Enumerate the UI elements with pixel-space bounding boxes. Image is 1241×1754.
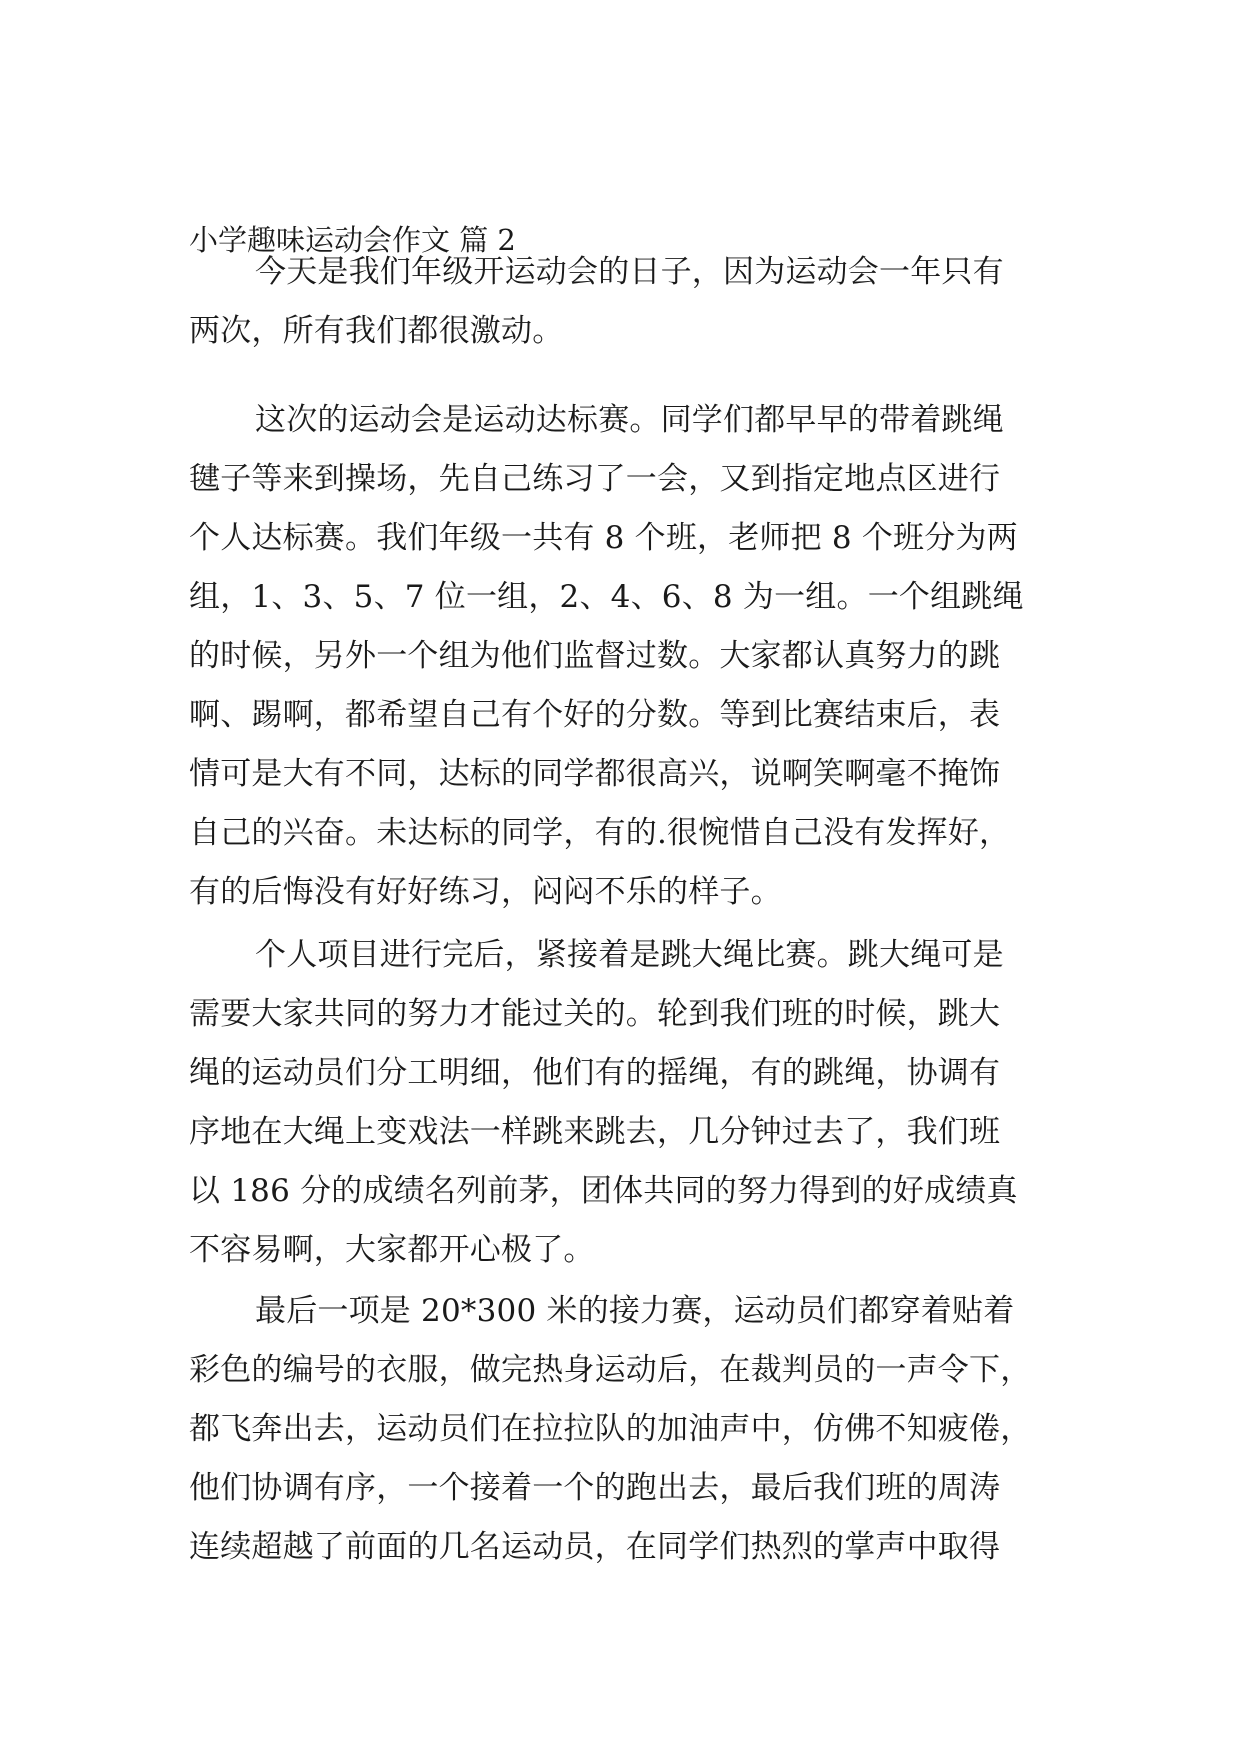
paragraph-2-line-3: 个人达标赛。我们年级一共有 8 个班，老师把 8 个班分为两 [189,520,1018,556]
paragraph-2-line-5: 的时候，另外一个组为他们监督过数。大家都认真努力的跳 [189,638,1001,674]
paragraph-2-line-6: 啊、踢啊，都希望自己有个好的分数。等到比赛结束后，表 [189,697,1001,733]
paragraph-1-line-2: 两次，所有我们都很激动。 [189,313,564,349]
paragraph-4-line-1: 最后一项是 20*300 米的接力赛，运动员们都穿着贴着 [255,1293,1015,1329]
paragraph-3-line-3: 绳的运动员们分工明细，他们有的摇绳，有的跳绳，协调有 [189,1055,1001,1091]
paragraph-2-line-2: 毽子等来到操场，先自己练习了一会，又到指定地点区进行 [189,461,1001,497]
paragraph-2-line-8: 自己的兴奋。未达标的同学，有的.很惋惜自己没有发挥好， [189,815,1011,851]
paragraph-3-line-6: 不容易啊，大家都开心极了。 [189,1232,595,1268]
paragraph-1-line-1: 今天是我们年级开运动会的日子，因为运动会一年只有 [255,254,1004,290]
paragraph-2-line-4: 组，1、3、5、7 位一组，2、4、6、8 为一组。一个组跳绳 [189,579,1024,615]
paragraph-4-line-4: 他们协调有序，一个接着一个的跑出去，最后我们班的周涛 [189,1470,1001,1506]
paragraph-2-line-7: 情可是大有不同，达标的同学都很高兴，说啊笑啊毫不掩饰 [189,756,1001,792]
paragraph-4-line-3: 都飞奔出去，运动员们在拉拉队的加油声中，仿佛不知疲倦， [189,1411,1032,1447]
paragraph-3-line-1: 个人项目进行完后，紧接着是跳大绳比赛。跳大绳可是 [255,937,1004,973]
paragraph-2-line-1: 这次的运动会是运动达标赛。同学们都早早的带着跳绳 [255,402,1004,438]
paragraph-4-line-5: 连续超越了前面的几名运动员，在同学们热烈的掌声中取得 [189,1529,1001,1565]
document-title: 小学趣味运动会作文 篇 2 [189,223,516,257]
paragraph-2-line-9: 有的后悔没有好好练习，闷闷不乐的样子。 [189,874,782,910]
paragraph-3-line-2: 需要大家共同的努力才能过关的。轮到我们班的时候，跳大 [189,996,1001,1032]
paragraph-3-line-4: 序地在大绳上变戏法一样跳来跳去，几分钟过去了，我们班 [189,1114,1001,1150]
paragraph-4-line-2: 彩色的编号的衣服，做完热身运动后，在裁判员的一声令下， [189,1352,1032,1388]
paragraph-3-line-5: 以 186 分的成绩名列前茅，团体共同的努力得到的好成绩真 [189,1173,1018,1209]
